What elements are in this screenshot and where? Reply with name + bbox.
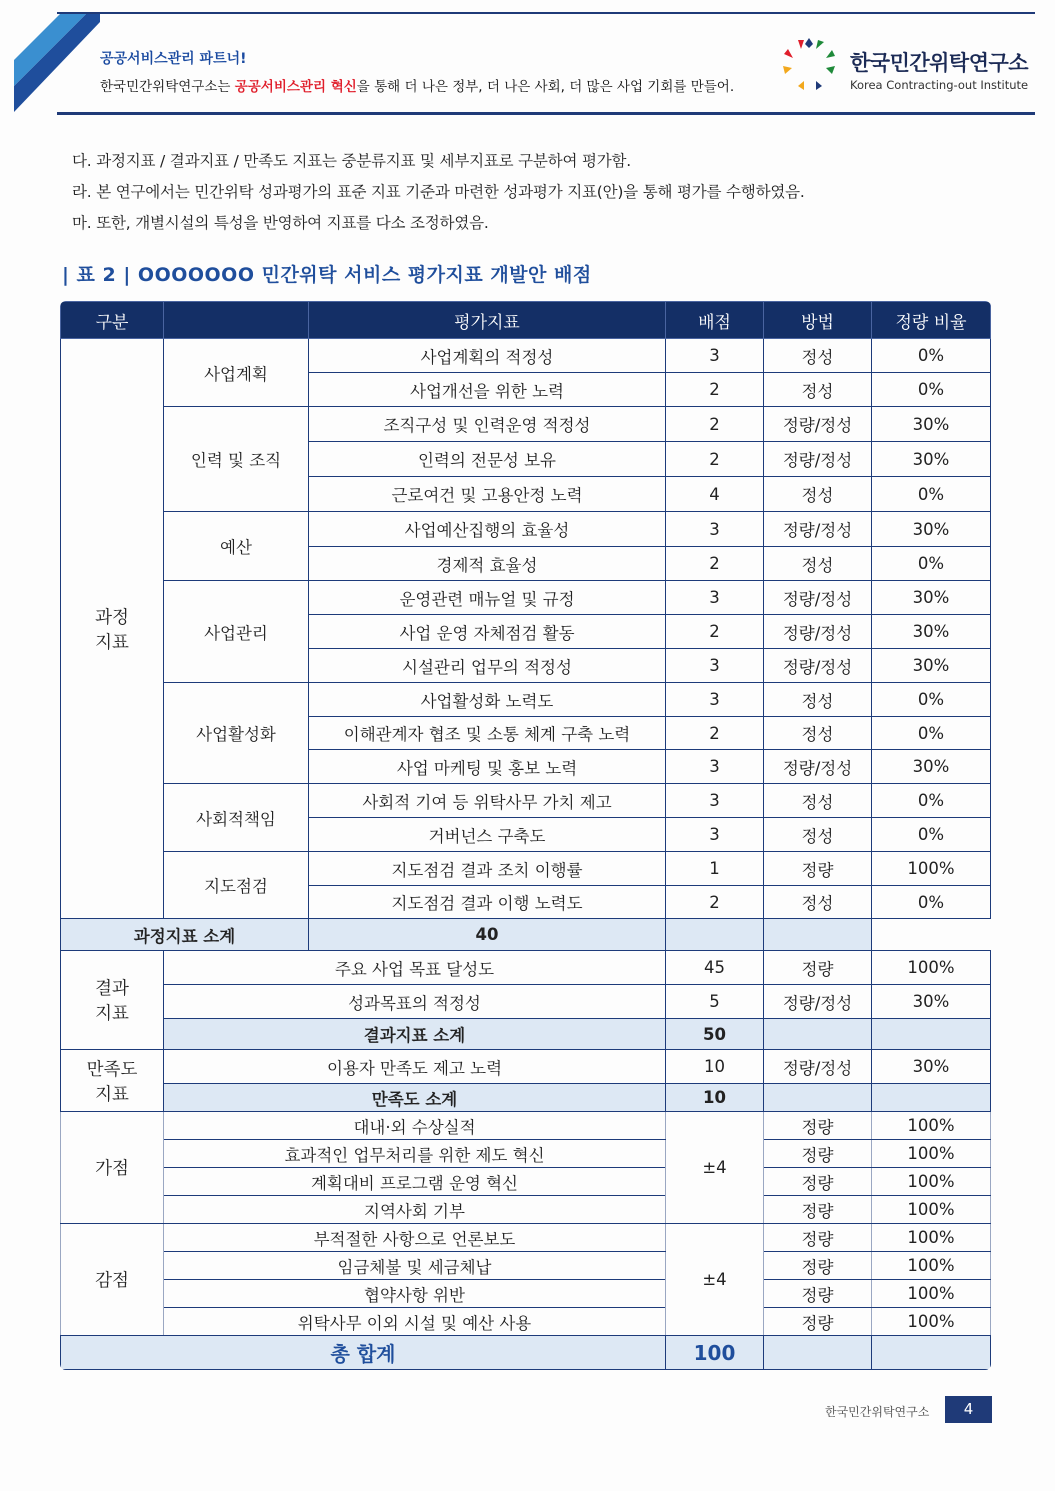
mid-category-cell: 예산 — [164, 512, 309, 581]
ratio-cell: 0% — [872, 683, 991, 717]
indicator-cell: 임금체불 및 세금체납 — [164, 1252, 666, 1280]
subtotal-label: 만족도 소계 — [164, 1084, 666, 1112]
ratio-cell: 100% — [872, 1308, 991, 1336]
score-cell: 3 — [666, 339, 764, 373]
header-ratio: 정량 비율 — [872, 302, 991, 339]
method-cell: 정량 — [764, 1112, 872, 1140]
ratio-cell: 30% — [872, 985, 991, 1019]
indicator-cell: 이해관계자 협조 및 소통 체계 구축 노력 — [309, 717, 666, 750]
mid-category-cell: 사회적책임 — [164, 784, 309, 852]
score-cell: 3 — [666, 683, 764, 717]
score-cell: 2 — [666, 407, 764, 442]
subtotal-row — [61, 1084, 991, 1112]
method-cell: 정량 — [764, 1252, 872, 1280]
table-row — [61, 1224, 991, 1252]
score-cell: 2 — [666, 373, 764, 407]
method-cell: 정량/정성 — [764, 512, 872, 547]
score-cell: 2 — [666, 547, 764, 581]
method-cell: 정성 — [764, 683, 872, 717]
indicator-cell: 사업활성화 노력도 — [309, 683, 666, 717]
score-cell: 3 — [666, 512, 764, 547]
method-cell: 정량/정성 — [764, 750, 872, 784]
table-row — [61, 512, 991, 547]
table-row — [61, 784, 991, 818]
total-row — [61, 1336, 991, 1370]
indicator-cell: 지도점검 결과 조치 이행률 — [309, 852, 666, 886]
ratio-cell: 30% — [872, 442, 991, 477]
header-category: 구분 — [61, 302, 164, 339]
ratio-cell: 0% — [872, 717, 991, 750]
table-row — [61, 1050, 991, 1084]
ratio-cell: 0% — [872, 339, 991, 373]
note-item: 라. 본 연구에서는 민간위탁 성과평가의 표준 지표 기준과 마련한 성과평가 지표(안)을 통해 평가를 수행하였음. — [72, 183, 805, 201]
header-tagline: 공공서비스관리 파트너! — [100, 51, 247, 67]
method-cell: 정량/정성 — [764, 615, 872, 649]
subtotal-score: 10 — [666, 1084, 764, 1112]
table-header-row — [61, 302, 991, 339]
note-item: 다. 과정지표 / 결과지표 / 만족도 지표는 중분류지표 및 세부지표로 구분하여 평가함. — [72, 152, 632, 170]
method-cell: 정량 — [764, 951, 872, 985]
score-cell: 2 — [666, 886, 764, 919]
indicator-cell: 협약사항 위반 — [164, 1280, 666, 1308]
indicator-cell: 효과적인 업무처리를 위한 제도 혁신 — [164, 1140, 666, 1168]
ratio-cell: 100% — [872, 1112, 991, 1140]
method-cell: 정량 — [764, 1308, 872, 1336]
total-score: 100 — [666, 1336, 764, 1370]
ratio-cell: 0% — [872, 477, 991, 512]
indicator-cell: 시설관리 업무의 적정성 — [309, 649, 666, 683]
ratio-cell: 30% — [872, 407, 991, 442]
indicator-cell: 지도점검 결과 이행 노력도 — [309, 886, 666, 919]
score-cell: 2 — [666, 442, 764, 477]
table-row — [61, 581, 991, 615]
header-slogan — [100, 75, 734, 95]
indicator-cell: 계획대비 프로그램 운영 혁신 — [164, 1168, 666, 1196]
table-row — [61, 1280, 991, 1308]
category-cell: 감점 — [61, 1224, 164, 1336]
table-row — [61, 951, 991, 985]
score-cell: 3 — [666, 750, 764, 784]
slogan-highlight: 공공서비스관리 혁신 — [234, 79, 357, 95]
indicator-cell: 위탁사무 이외 시설 및 예산 사용 — [164, 1308, 666, 1336]
org-name-en: Korea Contracting-out Institute — [850, 78, 1029, 92]
method-cell: 정량 — [764, 1196, 872, 1224]
method-cell: 정성 — [764, 717, 872, 750]
indicator-cell: 사업예산집행의 효율성 — [309, 512, 666, 547]
score-cell: 10 — [666, 1050, 764, 1084]
indicator-cell: 사업개선을 위한 노력 — [309, 373, 666, 407]
indicator-cell: 주요 사업 목표 달성도 — [164, 951, 666, 985]
table-row — [61, 852, 991, 886]
indicator-cell: 사업 마케팅 및 홍보 노력 — [309, 750, 666, 784]
score-cell: 5 — [666, 985, 764, 1019]
ratio-cell: 100% — [872, 1224, 991, 1252]
method-cell: 정량/정성 — [764, 581, 872, 615]
org-name-ko: 한국민간위탁연구소 — [850, 51, 1029, 75]
indicator-cell: 조직구성 및 인력운영 적정성 — [309, 407, 666, 442]
table-row — [61, 1196, 991, 1224]
ratio-cell: 30% — [872, 649, 991, 683]
table-row — [61, 407, 991, 442]
score-cell: 1 — [666, 852, 764, 886]
method-cell: 정성 — [764, 339, 872, 373]
ratio-cell: 100% — [872, 1140, 991, 1168]
method-cell: 정량 — [764, 1140, 872, 1168]
indicator-cell: 대내·외 수상실적 — [164, 1112, 666, 1140]
table-row — [61, 683, 991, 717]
mid-category-cell: 사업계획 — [164, 339, 309, 407]
indicator-cell: 운영관련 매뉴얼 및 규정 — [309, 581, 666, 615]
score-cell: 3 — [666, 581, 764, 615]
mid-category-cell: 사업관리 — [164, 581, 309, 683]
ratio-cell: 30% — [872, 581, 991, 615]
slogan-text-before: 한국민간위탁연구소는 — [100, 79, 235, 95]
header-score: 배점 — [666, 302, 764, 339]
score-cell: 45 — [666, 951, 764, 985]
category-cell: 만족도 지표 — [61, 1050, 164, 1112]
evaluation-table — [60, 301, 991, 1370]
total-label: 총 합계 — [61, 1336, 666, 1370]
header-top-rule — [57, 12, 1035, 14]
method-cell: 정성 — [764, 886, 872, 919]
ratio-cell: 0% — [872, 818, 991, 852]
score-cell: 2 — [666, 615, 764, 649]
indicator-cell: 이용자 만족도 제고 노력 — [164, 1050, 666, 1084]
subtotal-score: 40 — [309, 919, 666, 951]
ratio-cell: 100% — [872, 951, 991, 985]
score-cell: 3 — [666, 649, 764, 683]
slogan-text-after: 을 통해 더 나은 정부, 더 나은 사회, 더 많은 사업 기회를 만들어. — [356, 79, 735, 95]
table-title: | 표 2 | OOOOOOO 민간위탁 서비스 평가지표 개발안 배점 — [62, 264, 592, 286]
score-cell: 4 — [666, 477, 764, 512]
ratio-cell: 100% — [872, 1168, 991, 1196]
institute-logo-icon — [780, 36, 838, 94]
indicator-cell: 사업 운영 자체점검 활동 — [309, 615, 666, 649]
ratio-cell: 30% — [872, 1050, 991, 1084]
page-number: 4 — [945, 1396, 992, 1423]
score-cell: 3 — [666, 818, 764, 852]
method-cell: 정량 — [764, 1168, 872, 1196]
method-cell: 정량/정성 — [764, 407, 872, 442]
method-cell: 정성 — [764, 373, 872, 407]
method-cell: 정량/정성 — [764, 649, 872, 683]
method-cell: 정성 — [764, 784, 872, 818]
subtotal-label: 결과지표 소계 — [164, 1019, 666, 1050]
category-cell: 가점 — [61, 1112, 164, 1224]
ratio-cell: 100% — [872, 852, 991, 886]
note-item: 마. 또한, 개별시설의 특성을 반영하여 지표를 다소 조정하였음. — [72, 214, 489, 232]
category-cell: 결과 지표 — [61, 951, 164, 1050]
indicator-cell: 경제적 효율성 — [309, 547, 666, 581]
table-row — [61, 1168, 991, 1196]
indicator-cell: 인력의 전문성 보유 — [309, 442, 666, 477]
ratio-cell: 100% — [872, 1252, 991, 1280]
method-cell: 정성 — [764, 818, 872, 852]
indicator-cell: 사업계획의 적정성 — [309, 339, 666, 373]
ratio-cell: 30% — [872, 512, 991, 547]
method-cell: 정성 — [764, 547, 872, 581]
footer-org-name: 한국민간위탁연구소 — [825, 1405, 930, 1419]
table-row — [61, 1140, 991, 1168]
ratio-cell: 30% — [872, 750, 991, 784]
method-cell: 정성 — [764, 477, 872, 512]
score-cell: 2 — [666, 717, 764, 750]
header-method: 방법 — [764, 302, 872, 339]
ratio-cell: 100% — [872, 1196, 991, 1224]
mid-category-cell: 인력 및 조직 — [164, 407, 309, 512]
table-row — [61, 1308, 991, 1336]
ratio-cell: 100% — [872, 1280, 991, 1308]
corner-stripe-decoration — [0, 0, 100, 112]
method-cell: 정량 — [764, 852, 872, 886]
method-cell: 정량/정성 — [764, 442, 872, 477]
header-bottom-rule — [57, 112, 1035, 115]
mid-category-cell: 사업활성화 — [164, 683, 309, 784]
table-row — [61, 1252, 991, 1280]
method-cell: 정량 — [764, 1224, 872, 1252]
score-cell: 3 — [666, 784, 764, 818]
header-indicator: 평가지표 — [309, 302, 666, 339]
notes-list — [72, 146, 1012, 239]
indicator-cell: 거버넌스 구축도 — [309, 818, 666, 852]
indicator-cell: 지역사회 기부 — [164, 1196, 666, 1224]
method-cell: 정량/정성 — [764, 985, 872, 1019]
ratio-cell: 0% — [872, 784, 991, 818]
method-cell: 정량 — [764, 1280, 872, 1308]
indicator-cell: 근로여건 및 고용안정 노력 — [309, 477, 666, 512]
indicator-cell: 부적절한 사항으로 언론보도 — [164, 1224, 666, 1252]
mid-category-cell: 지도점검 — [164, 852, 309, 919]
score-cell: ±4 — [666, 1224, 764, 1336]
score-cell: ±4 — [666, 1112, 764, 1224]
category-cell: 과정 지표 — [61, 339, 164, 919]
subtotal-row — [61, 919, 991, 951]
subtotal-label: 과정지표 소계 — [61, 919, 309, 951]
method-cell: 정량/정성 — [764, 1050, 872, 1084]
subtotal-score: 50 — [666, 1019, 764, 1050]
indicator-cell: 사회적 기여 등 위탁사무 가치 제고 — [309, 784, 666, 818]
ratio-cell: 30% — [872, 615, 991, 649]
table-row — [61, 1112, 991, 1140]
ratio-cell: 0% — [872, 373, 991, 407]
ratio-cell: 0% — [872, 886, 991, 919]
table-row — [61, 985, 991, 1019]
subtotal-row — [61, 1019, 991, 1050]
indicator-cell: 성과목표의 적정성 — [164, 985, 666, 1019]
ratio-cell: 0% — [872, 547, 991, 581]
table-row — [61, 339, 991, 373]
